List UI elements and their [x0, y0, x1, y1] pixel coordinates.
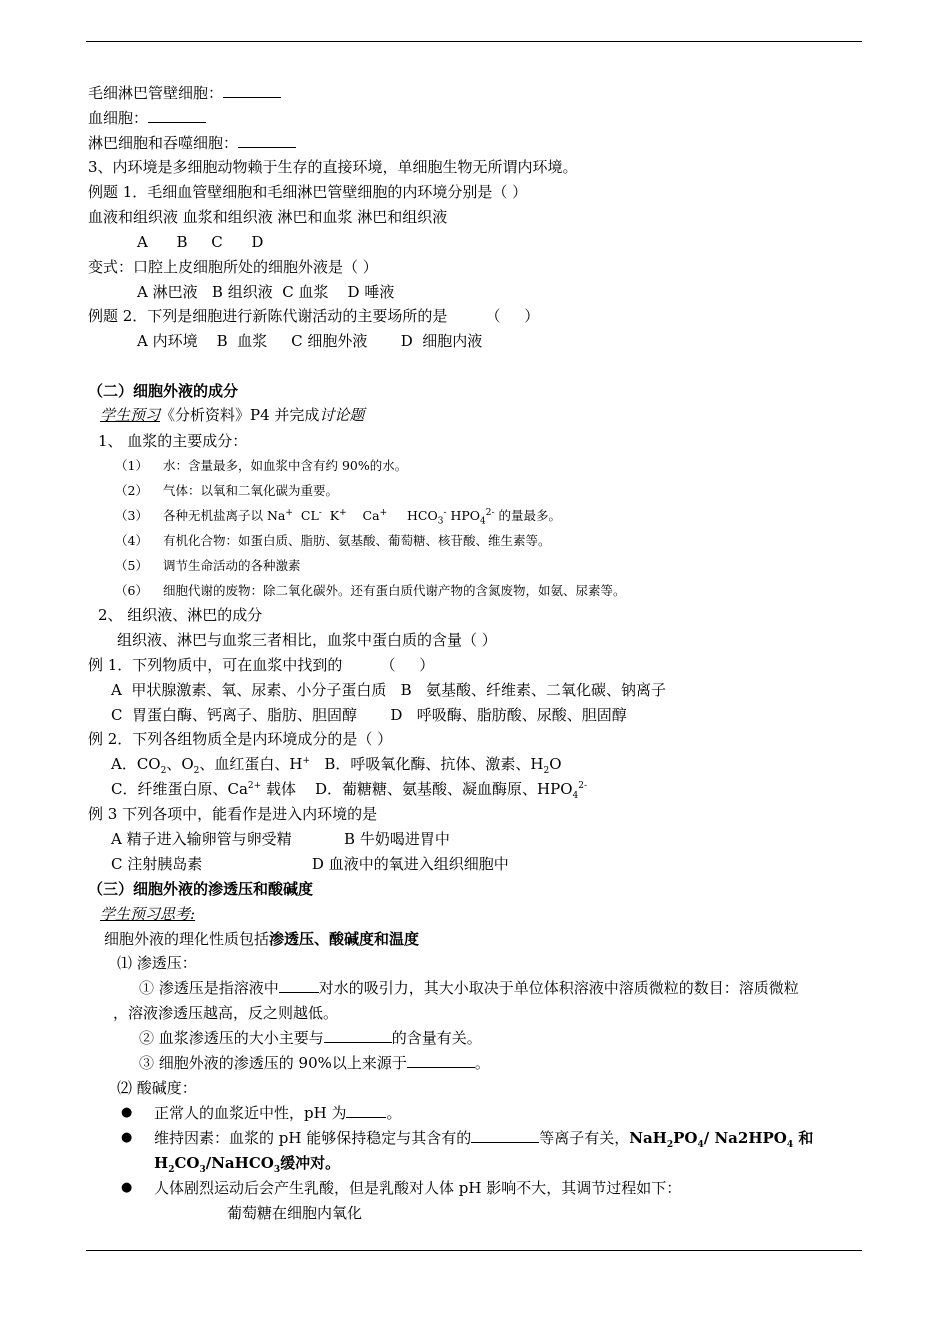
example-1-letters: A B C D [137, 233, 264, 251]
answer-blank[interactable] [279, 978, 319, 993]
variant-options: A 淋巴液 B 组织液 C 血浆 D 唾液 [137, 283, 395, 301]
plasma-item: （1） 水：含量最多，如血浆中含有约 90%的水。 [115, 458, 408, 473]
plasma-item: （4） 有机化合物：如蛋白质、脂肪、氨基酸、葡萄糖、核苷酸、维生素等。 [115, 533, 551, 548]
glucose-oxidation-line: 葡萄糖在细胞内氧化 [227, 1204, 363, 1222]
ex1-options-ab: A 甲状腺激素、氧、尿素、小分子蛋白质 B 氨基酸、纤维素、二氧化碳、钠离子 [111, 681, 667, 699]
ex3-options-cd: C 注射胰岛素 D 血液中的氧进入组织细胞中 [111, 855, 509, 873]
preview-think: 学生预习思考: [100, 905, 196, 923]
plasma-item: （2） 气体：以氧和二氧化碳为重要。 [115, 483, 339, 498]
answer-blank[interactable] [346, 1103, 386, 1118]
preview-line: 学生预习《分析资料》P4 并完成讨论题 [100, 406, 365, 424]
header-rule [86, 41, 862, 42]
properties-line: 细胞外液的理化性质包括渗透压、酸碱度和温度 [104, 930, 420, 948]
ex1-question: 例 1．下列物质中，可在血浆中找到的 （ ） [88, 656, 435, 674]
acidity-item-3: 人体剧烈运动后会产生乳酸，但是乳酸对人体 pH 影响不大，其调节过程如下： [154, 1179, 682, 1197]
variant-question: 变式：口腔上皮细胞所处的细胞外液是（ ） [88, 258, 378, 276]
plasma-item: （5） 调节生命活动的各种激素 [115, 558, 301, 573]
ex3-options-ab: A 精子进入输卵管与卵受精 B 牛奶喝进胃中 [111, 830, 450, 848]
answer-blank[interactable] [148, 108, 206, 123]
section-2-heading: （二）细胞外液的成分 [88, 382, 239, 400]
acidity-item-2: 维持因素：血浆的 pH 能够保持稳定与其含有的 等离子有关，$NaH_2PO_4/$ $Na2HPO_4$ 和 [154, 1129, 814, 1150]
bullet-icon: ● [121, 1180, 133, 1195]
bullet-icon: ● [121, 1130, 133, 1145]
ex2-options-ab: A．$CO_2$、$O_2$、血红蛋白、H+ B．呼吸氧化酶、抗体、激素、$H_2O$ [111, 755, 562, 776]
acidity-item-2-cont: $H_2CO_3/NaHCO_3$缓冲对。 [154, 1154, 341, 1175]
tissue-fluid-question: 组织液、淋巴与血浆三者相比，血浆中蛋白质的含量（ ） [117, 631, 497, 649]
osmotic-heading: ⑴ 渗透压： [117, 954, 197, 972]
plasma-item: （3） 各种无机盐离子以 Na+ CL- K+ Ca+ $HCO_3^-$ $HPO_4^{2-}$ 的量最多。 [115, 507, 562, 527]
ex1-options-cd: C 胃蛋白酶、钙离子、脂肪、胆固醇 D 呼吸酶、脂肪酸、尿酸、胆固醇 [111, 706, 627, 724]
line-lymphocyte: 淋巴细胞和吞噬细胞： [88, 133, 296, 153]
line-point-3: 3、内环境是多细胞动物赖于生存的直接环境，单细胞生物无所谓内环境。 [88, 158, 578, 176]
line-blood-cell: 血细胞： [88, 108, 206, 128]
example-2-question: 例题 2．下列是细胞进行新陈代谢活动的主要场所的是 （ ） [88, 307, 540, 325]
plasma-components-heading: 1、 血浆的主要成分： [98, 432, 248, 450]
section-3-heading: （三）细胞外液的渗透压和酸碱度 [88, 880, 314, 898]
osmotic-item-3: ③ 细胞外液的渗透压的 90%以上来源于 。 [139, 1054, 490, 1072]
osmotic-item-2: ② 血浆渗透压的大小主要与 的含量有关。 [139, 1029, 482, 1047]
answer-blank[interactable] [407, 1053, 475, 1068]
ex3-question: 例 3 下列各项中，能看作是进入内环境的是 [88, 805, 378, 823]
osmotic-item-1: ① 渗透压是指溶液中 对水的吸引力，其大小取决于单位体积溶液中溶质微粒的数目：溶质微粒 [139, 979, 799, 997]
acidity-heading: ⑵ 酸碱度： [117, 1079, 197, 1097]
answer-blank[interactable] [471, 1128, 539, 1143]
answer-blank[interactable] [324, 1028, 392, 1043]
plasma-item: （6） 细胞代谢的废物：除二氧化碳外。还有蛋白质代谢产物的含氮废物，如氨、尿素等。 [115, 583, 626, 598]
ex2-options-cd: C．纤维蛋白原、$Ca^{2+}$ 载体 D．葡糖糖、氨基酸、凝血酶原、$HPO_4^{2-}$ [111, 780, 588, 801]
tissue-fluid-heading: 2、 组织液、淋巴的成分 [98, 606, 263, 624]
bullet-icon: ● [121, 1105, 133, 1120]
example-1-question: 例题 1．毛细血管壁细胞和毛细淋巴管壁细胞的内环境分别是（ ） [88, 183, 528, 201]
acidity-item-1: 正常人的血浆近中性，pH 为 。 [154, 1104, 402, 1122]
line-lymph-capillary: 毛细淋巴管壁细胞： [88, 83, 281, 103]
example-2-options: A 内环境 B 血浆 C 细胞外液 D 细胞内液 [137, 332, 483, 350]
answer-blank[interactable] [223, 83, 281, 98]
ex2-question: 例 2．下列各组物质全是内环境成分的是（ ） [88, 730, 393, 748]
osmotic-item-1-cont: ，溶液渗透压越高，反之则越低。 [113, 1004, 339, 1022]
answer-blank[interactable] [238, 133, 296, 148]
footer-rule [86, 1250, 862, 1251]
example-1-options: 血液和组织液 血浆和组织液 淋巴和血浆 淋巴和组织液 [88, 208, 448, 226]
